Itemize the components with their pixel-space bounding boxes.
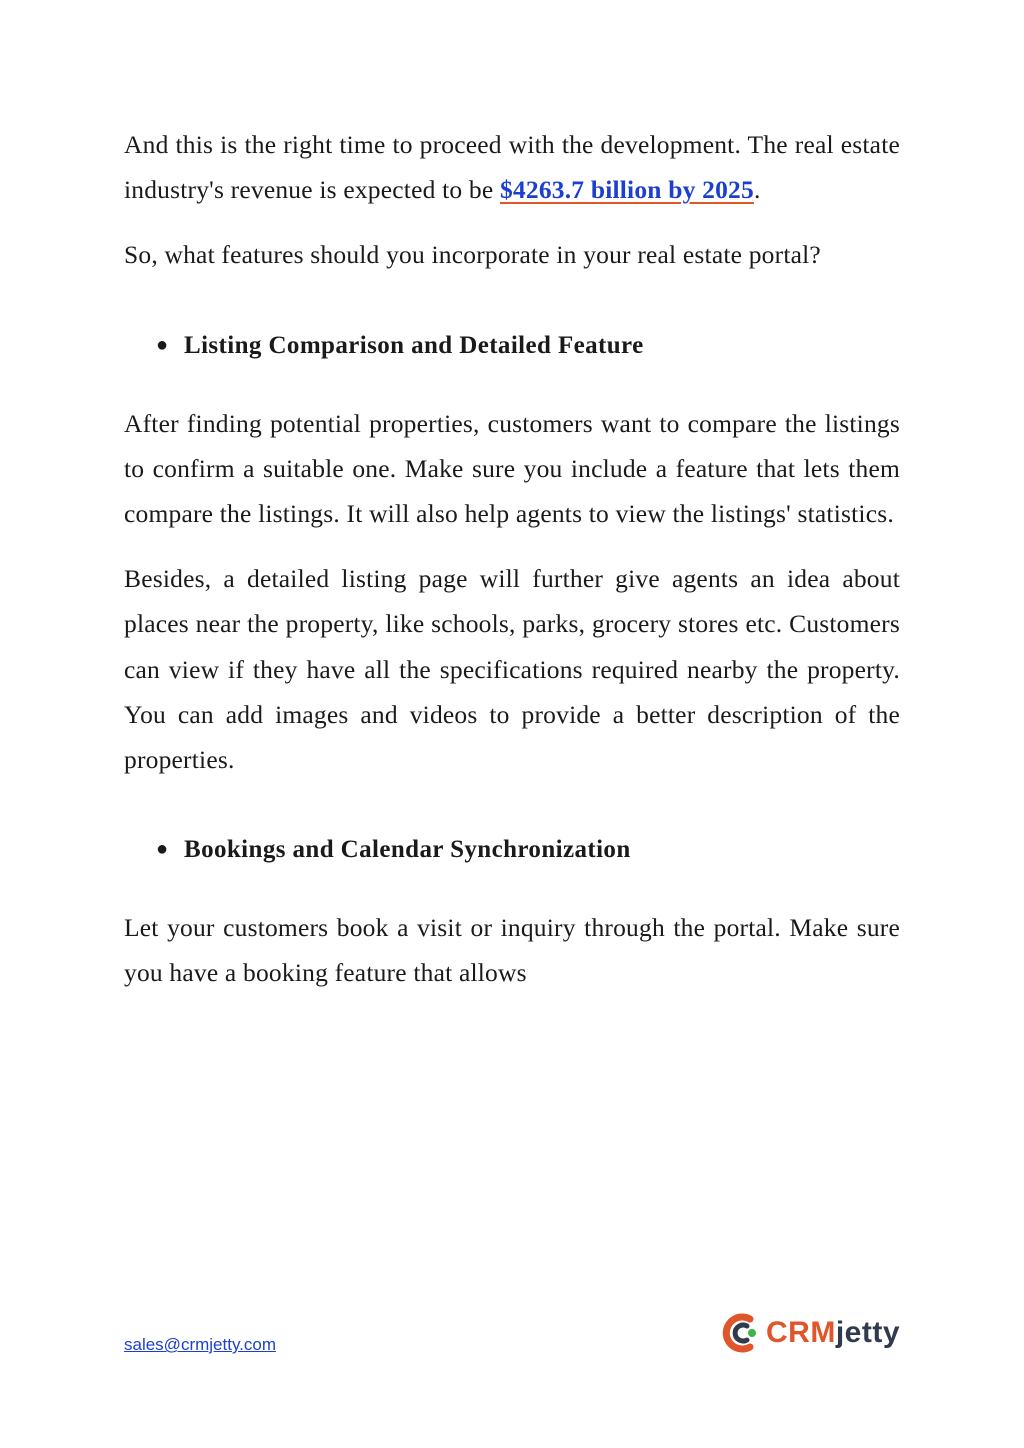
crmjetty-logo (720, 1308, 900, 1358)
heading-listing-comparison (156, 330, 900, 361)
after-finding-paragraph: After finding potential properties, customers want to compare the listings to confirm a suitable one. Make sure you include a feature that lets them compare the listings. It will also help agents to view the listings' statistics. (124, 408, 900, 529)
heading-bookings (156, 834, 900, 865)
question-paragraph: So, what features should you incorporate in your real estate portal? (124, 240, 821, 270)
intro-text: And this is the right time to proceed with the development. The real estate industry's revenue is expected to be (124, 130, 900, 205)
revenue-stat-link[interactable]: $4263.7 billion by 2025 (499, 175, 754, 205)
logo-wordmark (766, 1318, 900, 1348)
heading-text: Listing Comparison and Detailed Feature (184, 331, 644, 359)
crmjetty-logo-icon (720, 1311, 760, 1355)
bullet-icon: ● (156, 333, 169, 356)
footer-email-link[interactable]: sales@crmjetty.com (124, 1335, 277, 1354)
let-customers-paragraph: Let your customers book a visit or inquiry through the portal. Make sure you have a booking feature that allows (124, 913, 900, 988)
intro-paragraph (124, 122, 900, 212)
besides-paragraph: Besides, a detailed listing page will further give agents an idea about places near the property, like schools, parks, grocery stores etc. Customers can view if they have all the specifications required nearby the property. You can add images and videos to provide a better description of the properties. (124, 564, 900, 775)
heading-text: Bookings and Calendar Synchronization (184, 836, 631, 864)
logo-jetty-text: jetty (835, 1316, 901, 1349)
intro-end: . (753, 175, 761, 205)
logo-crm-text: CRM (766, 1316, 836, 1349)
bullet-icon: ● (156, 838, 169, 861)
document-page (124, 122, 900, 996)
